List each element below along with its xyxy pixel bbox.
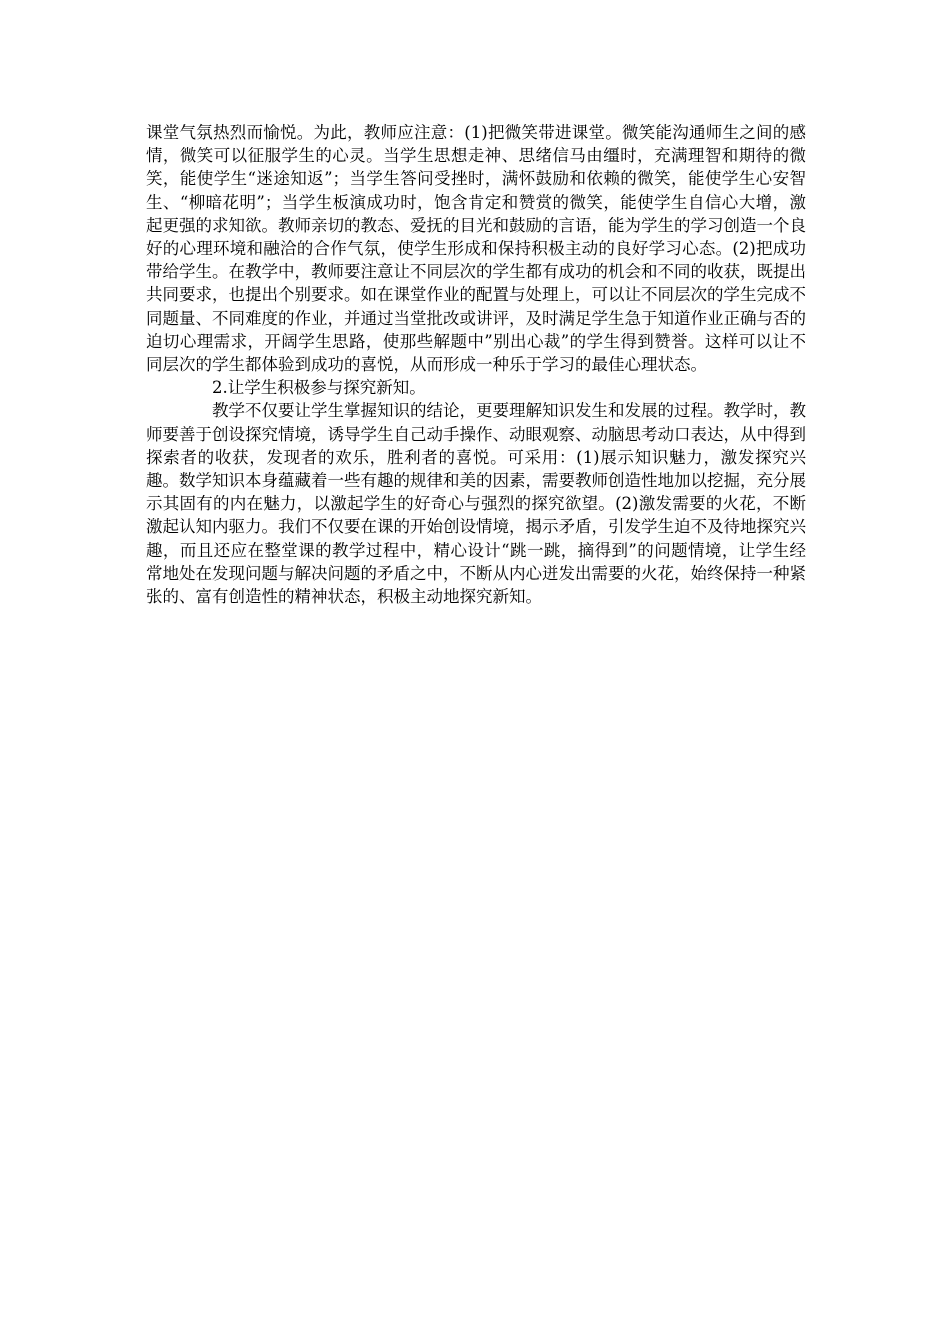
paragraph-explore-knowledge: 教学不仅要让学生掌握知识的结论，更要理解知识发生和发展的过程。教学时，教师要善于创设探究情境，诱导学生自己动手操作、动眼观察、动脑思考动口表达，从中得到探索者的收获，发现者的欢乐，胜利者的喜悦。可采用：(1)展示知识魅力，激发探究兴趣。数学知识本身蕴藏着一些有趣的规律和美的因素，需要教师创造性地加以挖掘，充分展示其固有的内在魅力，以激起学生的好奇心与强烈的探究欲望。(2)激发需要的火花，不断激起认知内驱力。我们不仅要在课的开始创设情境，揭示矛盾，引发学生迫不及待地探究兴趣，而且还应在整堂课的教学过程中，精心设计“跳一跳，摘得到”的问题情境，让学生经常地处在发现问题与解决问题的矛盾之中，不断从内心迸发出需要的火花，始终保持一种紧张的、富有创造性的精神状态，积极主动地探究新知。 xyxy=(146,401,806,607)
paragraph-classroom-atmosphere: 课堂气氛热烈而愉悦。为此，教师应注意：(1)把微笑带进课堂。微笑能沟通师生之间的感情，微笑可以征服学生的心灵。当学生思想走神、思绪信马由缰时，充满理智和期待的微笑，能使学生“迷途知返”；当学生答问受挫时，满怀鼓励和依赖的微笑，能使学生心安智生、“柳暗花明”；当学生板演成功时，饱含肯定和赞赏的微笑，能使学生自信心大增，激起更强的求知欲。教师亲切的教态、爱抚的目光和鼓励的言语，能为学生的学习创造一个良好的心理环境和融洽的合作气氛，使学生形成和保持积极主动的良好学习心态。(2)把成功带给学生。在教学中，教师要注意让不同层次的学生都有成功的机会和不同的收获，既提出共同要求，也提出个别要求。如在课堂作业的配置与处理上，可以让不同层次的学生完成不同题量、不同难度的作业，并通过当堂批改或讲评，及时满足学生急于知道作业正确与否的迫切心理需求，开阔学生思路，使那些解题中”别出心裁”的学生得到赞誉。这样可以让不同层次的学生都体验到成功的喜悦，从而形成一种乐于学习的最佳心理状态。 xyxy=(146,123,806,375)
section-heading-explore-knowledge: 2.让学生积极参与探究新知。 xyxy=(212,378,426,398)
document-body xyxy=(146,121,806,608)
